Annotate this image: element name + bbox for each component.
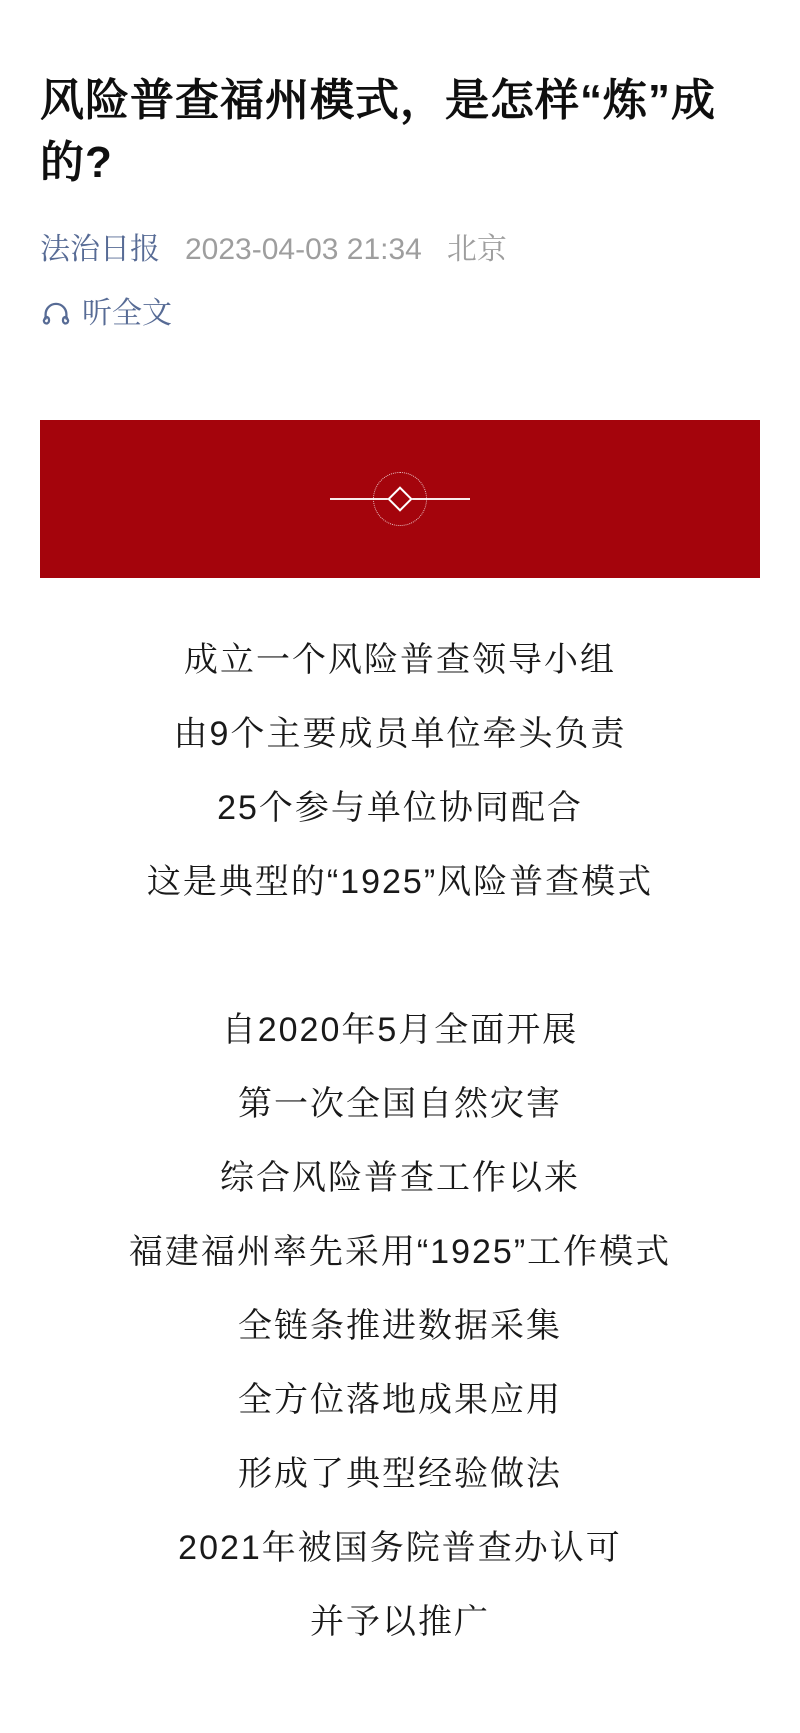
body-line: 由9个主要成员单位牵头负责 — [173, 715, 627, 753]
headphone-icon — [40, 298, 72, 330]
page-title: 风险普查福州模式，是怎样“炼”成的? — [40, 76, 716, 187]
body-line: 福建福州率先采用“1925”工作模式 — [128, 1233, 672, 1271]
body-line: 形成了典型经验做法 — [238, 1455, 562, 1493]
publish-datetime: 2023-04-03 21:34 — [185, 233, 422, 266]
body-line: 2021年被国务院普查办认可 — [178, 1529, 622, 1567]
article-body — [40, 623, 760, 1659]
body-line: 综合风险普查工作以来 — [220, 1159, 580, 1197]
paragraph — [40, 993, 760, 1659]
source-account-link[interactable]: 法治日报 — [40, 233, 160, 266]
body-line: 全链条推进数据采集 — [238, 1307, 562, 1345]
body-line: 成立一个风险普查领导小组 — [184, 641, 616, 679]
body-line: 自2020年5月全面开展 — [221, 1011, 579, 1049]
byline — [40, 232, 760, 268]
paragraph — [40, 623, 760, 919]
body-line: 这是典型的“1925”风险普查模式 — [146, 863, 654, 901]
publish-location: 北京 — [446, 233, 507, 266]
body-line: 全方位落地成果应用 — [238, 1381, 562, 1419]
banner-image[interactable] — [40, 420, 760, 578]
article-page — [0, 70, 800, 1659]
listen-label: 听全文 — [82, 297, 172, 330]
body-line: 25个参与单位协同配合 — [217, 789, 583, 827]
body-line: 并予以推广 — [310, 1603, 490, 1641]
listen-full-text-button[interactable] — [40, 292, 172, 336]
body-line: 第一次全国自然灾害 — [238, 1085, 562, 1123]
